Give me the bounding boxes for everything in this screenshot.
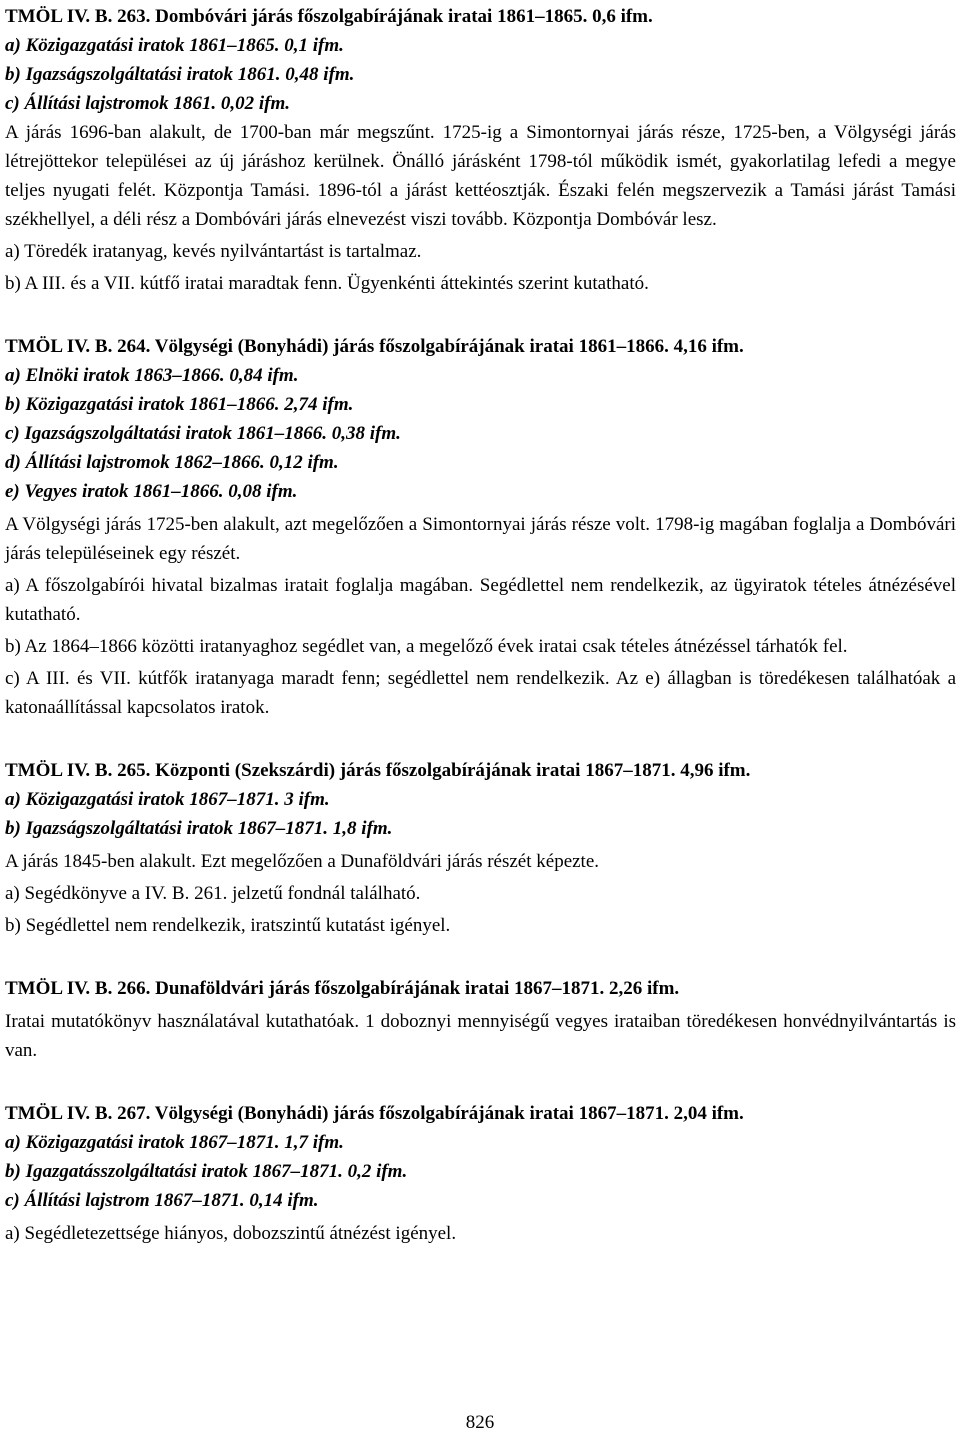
- subfond-line: c) Állítási lajstrom 1867–1871. 0,14 ifm.: [5, 1190, 319, 1211]
- fond-section-265: [5, 756, 956, 940]
- subfond-line: e) Vegyes iratok 1861–1866. 0,08 ifm.: [5, 481, 298, 502]
- description-paragraph: a) Segédletezettsége hiányos, dobozszintű átnézést igényel.: [5, 1223, 457, 1244]
- description-paragraph: b) Az 1864–1866 közötti iratanyaghoz segédlet van, a megelőző évek iratai csak tételes átnézéssel tárhatók fel.: [5, 636, 848, 657]
- subfond-line: b) Igazságszolgáltatási iratok 1867–1871. 1,8 ifm.: [5, 818, 393, 839]
- subfond-line: d) Állítási lajstromok 1862–1866. 0,12 ifm.: [5, 452, 339, 473]
- subfond-line: c) Igazságszolgáltatási iratok 1861–1866. 0,38 ifm.: [5, 423, 401, 444]
- description-paragraph: b) Segédlettel nem rendelkezik, iratszintű kutatást igényel.: [5, 915, 451, 936]
- fond-title: TMÖL IV. B. 267. Völgységi (Bonyhádi) járás főszolgabírájának iratai 1867–1871. 2,04 ifm.: [5, 1103, 744, 1124]
- description-paragraph: A járás 1696-ban alakult, de 1700-ban már megszűnt. 1725-ig a Simontornyai járás része, 1725-ben, a Völgységi járás létrejöttekor települései az új járáshoz kerülnek. Önálló járásként 1798-tól működik ismét, gyakorlatilag lefedi a megye teljes nyugati felét. Központja Tamási. 1896-tól a járást kettéosztják. Északi felén megszervezik a Tamási járást Tamási székhellyel, a déli rész a Dombóvári járás elnevezést viszi tovább. Központja Dombóvár lesz.: [5, 122, 956, 230]
- description-paragraph: A járás 1845-ben alakult. Ezt megelőzően a Dunaföldvári járás részét képezte.: [5, 851, 600, 872]
- fond-section-263: [5, 2, 956, 298]
- fond-title: TMÖL IV. B. 266. Dunaföldvári járás főszolgabírájának iratai 1867–1871. 2,26 ifm.: [5, 978, 680, 999]
- description-paragraph: c) A III. és VII. kútfők iratanyaga maradt fenn; segédlettel nem rendelkezik. Az e) állagban is töredékesen találhatóak a katonaállítással kapcsolatos iratok.: [5, 668, 956, 718]
- subfond-line: b) Közigazgatási iratok 1861–1866. 2,74 ifm.: [5, 394, 354, 415]
- fond-section-266: [5, 974, 956, 1065]
- description-paragraph: b) A III. és a VII. kútfő iratai maradtak fenn. Ügyenkénti áttekintés szerint kutatható.: [5, 273, 649, 294]
- page-number: 826: [465, 1412, 495, 1433]
- subfond-line: a) Közigazgatási iratok 1861–1865. 0,1 ifm.: [5, 35, 344, 56]
- fond-section-267: [5, 1099, 956, 1248]
- subfond-line: a) Elnöki iratok 1863–1866. 0,84 ifm.: [5, 365, 299, 386]
- subfond-line: c) Állítási lajstromok 1861. 0,02 ifm.: [5, 93, 291, 114]
- subfond-line: b) Igazgatásszolgáltatási iratok 1867–1871. 0,2 ifm.: [5, 1161, 408, 1182]
- fond-title: TMÖL IV. B. 264. Völgységi (Bonyhádi) járás főszolgabírájának iratai 1861–1866. 4,16 ifm.: [5, 336, 744, 357]
- description-paragraph: A Völgységi járás 1725-ben alakult, azt megelőzően a Simontornyai járás része volt. 1798-ig magában foglalja a Dombóvári járás településeinek egy részét.: [5, 514, 956, 564]
- fond-section-264: [5, 332, 956, 722]
- description-paragraph: Iratai mutatókönyv használatával kutathatóak. 1 doboznyi mennyiségű vegyes irataiban töredékesen honvédnyilvántartás is van.: [5, 1011, 956, 1061]
- fond-title: TMÖL IV. B. 265. Központi (Szekszárdi) járás főszolgabírájának iratai 1867–1871. 4,96 ifm.: [5, 760, 751, 781]
- subfond-line: a) Közigazgatási iratok 1867–1871. 1,7 ifm.: [5, 1132, 344, 1153]
- description-paragraph: a) Segédkönyve a IV. B. 261. jelzetű fondnál található.: [5, 883, 421, 904]
- description-paragraph: a) Töredék iratanyag, kevés nyilvántartást is tartalmaz.: [5, 241, 422, 262]
- subfond-line: b) Igazságszolgáltatási iratok 1861. 0,48 ifm.: [5, 64, 355, 85]
- description-paragraph: a) A főszolgabírói hivatal bizalmas iratait foglalja magában. Segédlettel nem rendelkezik, az ügyiratok tételes átnézésével kutatható.: [5, 575, 956, 625]
- fond-title: TMÖL IV. B. 263. Dombóvári járás főszolgabírájának iratai 1861–1865. 0,6 ifm.: [5, 6, 653, 27]
- document-page: [5, 2, 956, 1248]
- subfond-line: a) Közigazgatási iratok 1867–1871. 3 ifm.: [5, 789, 330, 810]
